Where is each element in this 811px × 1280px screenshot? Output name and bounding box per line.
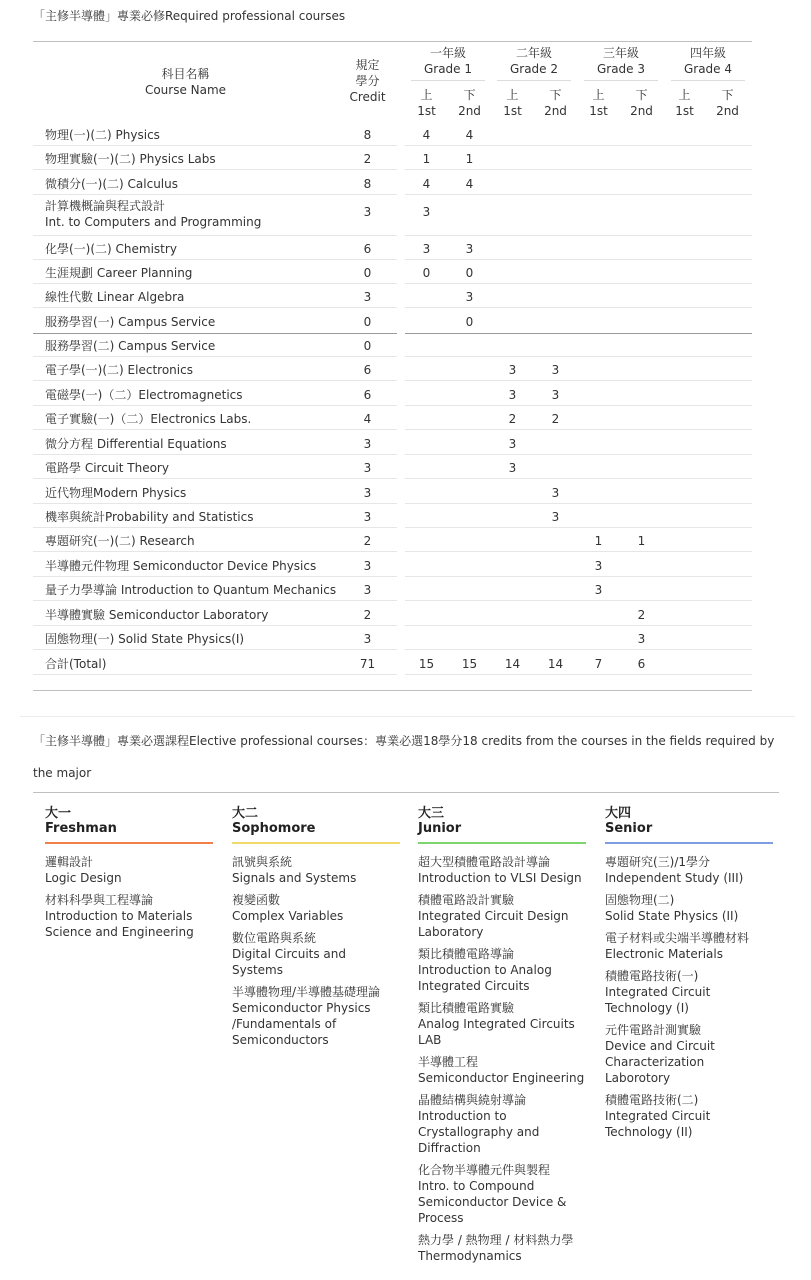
- elective-column-sophomore: [232, 806, 400, 1054]
- elective-course-list: [232, 854, 400, 1048]
- section-divider: [33, 333, 397, 334]
- semester-credit: 0: [465, 315, 474, 329]
- semester-credit: 7: [594, 657, 603, 671]
- table-row: [33, 577, 752, 601]
- semester-credit: 6: [637, 657, 646, 671]
- list-item: [605, 968, 773, 1016]
- semester-credit: 15: [461, 657, 478, 671]
- table-row: [33, 455, 752, 479]
- course-credit: 0: [363, 315, 372, 329]
- table-bottom-rule: [33, 690, 752, 691]
- course-name-zh: 材料科學與工程導論: [45, 893, 154, 907]
- table-row: [33, 260, 752, 284]
- course-credit: 0: [363, 339, 372, 353]
- semester-header: 上 1st: [675, 88, 694, 118]
- grade-divider: [671, 80, 745, 81]
- semester-credit: 1: [594, 534, 603, 548]
- semester-credit: 1: [422, 152, 431, 166]
- course-name-zh: 專題研究(三)/1學分: [605, 855, 711, 869]
- course-name-zh: 電子材料或尖端半導體材料: [605, 931, 750, 945]
- course-name: 半導體實驗 Semiconductor Laboratory: [45, 608, 269, 622]
- course-name-zh: 訊號與系統: [232, 855, 293, 869]
- grade-4-header: 四年級 Grade 4: [683, 46, 733, 76]
- course-name-en: Electronic Materials: [605, 947, 723, 961]
- course-credit: 3: [363, 632, 372, 646]
- semester-credit: 14: [547, 657, 564, 671]
- year-label-zh: 大一: [45, 806, 72, 821]
- course-name-en: Introduction to Analog Integrated Circuits: [418, 963, 552, 993]
- row-divider: [33, 380, 397, 381]
- course-name-zh: 化合物半導體元件與製程: [418, 1163, 551, 1177]
- elective-column-senior: [605, 806, 773, 1146]
- semester-credit: 3: [465, 290, 474, 304]
- semester-header: 下 2nd: [630, 88, 653, 118]
- year-label-zh: 大二: [232, 806, 259, 821]
- course-name: 電磁學(一)（二）Electromagnetics: [45, 388, 243, 402]
- list-item: [45, 892, 213, 940]
- course-name-en: Complex Variables: [232, 909, 344, 923]
- list-item: [232, 854, 400, 886]
- course-name: 微積分(一)(二) Calculus: [45, 177, 179, 191]
- table-row: [33, 171, 752, 195]
- row-divider: [405, 429, 752, 430]
- row-divider: [33, 600, 397, 601]
- semester-credit: 3: [508, 461, 517, 475]
- course-credit: 8: [363, 177, 372, 191]
- semester-credit: 0: [465, 266, 474, 280]
- year-label-zh: 大四: [605, 806, 632, 821]
- course-name-zh: 半導體工程: [418, 1055, 479, 1069]
- list-item: [418, 946, 586, 994]
- course-credit: 4: [363, 412, 372, 426]
- table-top-rule: [33, 41, 752, 42]
- course-name-en: Solid State Physics (II): [605, 909, 739, 923]
- semester-header: 上 1st: [503, 88, 522, 118]
- grade-3-header: 三年級 Grade 3: [596, 46, 646, 76]
- semester-credit: 2: [508, 412, 517, 426]
- course-credit: 3: [363, 510, 372, 524]
- course-name-en: Independent Study (III): [605, 871, 744, 885]
- course-name: 半導體元件物理 Semiconductor Device Physics: [45, 559, 317, 573]
- course-name: 線性代數 Linear Algebra: [45, 290, 185, 304]
- semester-credit: 3: [637, 632, 646, 646]
- course-name-en: Signals and Systems: [232, 871, 357, 885]
- semester-credit: 3: [465, 242, 474, 256]
- course-name: 服務學習(二) Campus Service: [45, 339, 216, 353]
- grade-1-header: 一年級 Grade 1: [423, 46, 473, 76]
- row-divider: [33, 307, 397, 308]
- course-name-header: 科目名稱 Course Name: [144, 67, 227, 97]
- semester-credit: 15: [418, 657, 435, 671]
- elective-column-junior: [418, 806, 586, 1270]
- course-name-en: Integrated Circuit Design Laboratory: [418, 909, 569, 939]
- year-accent-bar: [232, 842, 400, 844]
- year-label-en: Freshman: [45, 821, 117, 836]
- list-item: [605, 892, 773, 924]
- course-name: 物理(一)(二) Physics: [45, 128, 160, 142]
- year-label-en: Senior: [605, 821, 653, 836]
- semester-credit: 2: [551, 412, 560, 426]
- semester-credit: 4: [465, 177, 474, 191]
- course-credit: 3: [363, 559, 372, 573]
- year-label-zh: 大三: [418, 806, 445, 821]
- course-name-en: Logic Design: [45, 871, 122, 885]
- table-row: [33, 309, 752, 333]
- row-divider: [33, 429, 397, 430]
- semester-credit: 3: [508, 363, 517, 377]
- list-item: [418, 854, 586, 886]
- semester-header: 下 2nd: [458, 88, 481, 118]
- elective-top-rule: [33, 792, 779, 793]
- course-credit: 6: [363, 363, 372, 377]
- list-item: [605, 854, 773, 886]
- course-name-en: Introduction to Materials Science and Engineering: [45, 909, 194, 939]
- row-divider: [405, 169, 752, 170]
- course-name: 機率與統計Probability and Statistics: [45, 510, 254, 524]
- table-row: [33, 602, 752, 626]
- course-name-zh: 元件電路計測實驗: [605, 1023, 702, 1037]
- course-name-en: Introduction to Crystallography and Diffraction: [418, 1109, 540, 1155]
- course-name: 物理實驗(一)(二) Physics Labs: [45, 152, 216, 166]
- semester-credit: 3: [551, 486, 560, 500]
- course-name-zh: 超大型積體電路設計導論: [418, 855, 551, 869]
- course-credit: 2: [363, 608, 372, 622]
- course-name: 合計(Total): [45, 657, 107, 671]
- semester-credit: 4: [422, 177, 431, 191]
- course-name: 專題研究(一)(二) Research: [45, 534, 195, 548]
- list-item: [232, 930, 400, 978]
- semester-header: 上 1st: [589, 88, 608, 118]
- course-name-zh: 複變函數: [232, 893, 281, 907]
- row-divider: [405, 551, 752, 552]
- year-label-en: Junior: [418, 821, 462, 836]
- semester-credit: 4: [465, 128, 474, 142]
- year-label-en: Sophomore: [232, 821, 316, 836]
- credit-header: 規定 學分 Credit: [349, 58, 386, 104]
- course-name-zh: 類比積體電路實驗: [418, 1001, 515, 1015]
- list-item: [418, 1092, 586, 1156]
- semester-credit: 1: [637, 534, 646, 548]
- table-row: [33, 553, 752, 577]
- course-name: 微分方程 Differential Equations: [45, 437, 227, 451]
- course-name-zh: 數位電路與系統: [232, 931, 317, 945]
- section-divider: [405, 333, 752, 334]
- section-separator: [20, 716, 795, 717]
- list-item: [605, 1092, 773, 1140]
- list-item: [605, 1022, 773, 1086]
- table-row: [33, 284, 752, 308]
- semester-credit: 3: [508, 437, 517, 451]
- course-credit: 3: [363, 437, 372, 451]
- semester-header: 下 2nd: [544, 88, 567, 118]
- course-credit: 71: [359, 657, 376, 671]
- list-item: [232, 984, 400, 1048]
- required-courses-title: 「主修半導體」專業必修Required professional courses: [33, 9, 346, 23]
- list-item: [418, 1232, 586, 1264]
- course-name-zh: 半導體物理/半導體基礎理論: [232, 985, 381, 999]
- grade-divider: [411, 80, 485, 81]
- table-row: [33, 146, 752, 170]
- table-row: [33, 504, 752, 528]
- course-name: 生涯規劃 Career Planning: [45, 266, 193, 280]
- table-row: [33, 382, 752, 406]
- course-name-zh: 熱力學 / 熱物理 / 材料熱力學: [418, 1233, 574, 1247]
- course-credit: 2: [363, 534, 372, 548]
- table-row: [33, 406, 752, 430]
- semester-credit: 14: [504, 657, 521, 671]
- course-name-en: Device and Circuit Characterization Laborotory: [605, 1039, 715, 1085]
- semester-credit: 3: [508, 388, 517, 402]
- semester-credit: 3: [594, 559, 603, 573]
- course-name-zh: 積體電路技術(一): [605, 969, 699, 983]
- row-divider: [405, 380, 752, 381]
- semester-credit: 3: [551, 388, 560, 402]
- row-divider: [405, 649, 752, 650]
- year-accent-bar: [418, 842, 586, 844]
- semester-credit: 2: [637, 608, 646, 622]
- grade-divider: [497, 80, 571, 81]
- course-name: 電子學(一)(二) Electronics: [45, 363, 193, 377]
- course-name: 固態物理(一) Solid State Physics(I): [45, 632, 245, 646]
- course-name-en: Integrated Circuit Technology (I): [605, 985, 711, 1015]
- course-name: 計算機概論與程式設計 Int. to Computers and Programming: [45, 199, 262, 229]
- table-row: [33, 626, 752, 650]
- semester-credit: 0: [422, 266, 431, 280]
- row-divider: [33, 169, 397, 170]
- course-name: 服務學習(一) Campus Service: [45, 315, 216, 329]
- course-credit: 3: [363, 461, 372, 475]
- course-name-en: Analog Integrated Circuits LAB: [418, 1017, 575, 1047]
- list-item: [45, 854, 213, 886]
- row-divider: [405, 674, 752, 675]
- course-credit: 2: [363, 152, 372, 166]
- row-divider: [405, 600, 752, 601]
- course-name-en: Digital Circuits and Systems: [232, 947, 346, 977]
- list-item: [605, 930, 773, 962]
- course-name-en: Introduction to VLSI Design: [418, 871, 582, 885]
- list-item: [418, 892, 586, 940]
- course-credit: 0: [363, 266, 372, 280]
- course-name: 近代物理Modern Physics: [45, 486, 187, 500]
- table-row: [33, 528, 752, 552]
- table-row: [33, 236, 752, 260]
- course-credit: 3: [363, 486, 372, 500]
- elective-column-freshman: [45, 806, 213, 946]
- table-row: [33, 357, 752, 381]
- semester-credit: 1: [465, 152, 474, 166]
- total-row: [33, 651, 752, 675]
- row-divider: [33, 649, 397, 650]
- semester-credit: 3: [422, 242, 431, 256]
- course-name-zh: 邏輯設計: [45, 855, 94, 869]
- course-name-zh: 積體電路設計實驗: [418, 893, 515, 907]
- semester-header: 上 1st: [417, 88, 436, 118]
- course-credit: 3: [363, 290, 372, 304]
- table-row: [33, 333, 752, 357]
- course-name-en: Intro. to Compound Semiconductor Device & Process: [418, 1179, 567, 1225]
- row-divider: [405, 478, 752, 479]
- table-row: [33, 431, 752, 455]
- table-row: [33, 480, 752, 504]
- semester-credit: 3: [422, 205, 431, 219]
- course-name-zh: 積體電路技術(二): [605, 1093, 699, 1107]
- course-name-zh: 類比積體電路導論: [418, 947, 515, 961]
- list-item: [418, 1054, 586, 1086]
- semester-credit: 3: [551, 510, 560, 524]
- year-accent-bar: [45, 842, 213, 844]
- semester-credit: 3: [594, 583, 603, 597]
- course-name: 電路學 Circuit Theory: [45, 461, 169, 475]
- course-name-en: Semiconductor Physics /Fundamentals of Semiconductors: [232, 1001, 371, 1047]
- row-divider: [33, 478, 397, 479]
- year-accent-bar: [605, 842, 773, 844]
- course-name-en: Integrated Circuit Technology (II): [605, 1109, 711, 1139]
- semester-credit: 3: [551, 363, 560, 377]
- course-credit: 3: [363, 205, 372, 219]
- table-row: [33, 122, 752, 146]
- list-item: [232, 892, 400, 924]
- course-name-en: Semiconductor Engineering: [418, 1071, 585, 1085]
- course-name: 電子實驗(一)（二）Electronics Labs.: [45, 412, 252, 426]
- list-item: [418, 1000, 586, 1048]
- course-name-zh: 晶體結構與繞射導論: [418, 1093, 527, 1107]
- course-credit: 8: [363, 128, 372, 142]
- course-credit: 6: [363, 242, 372, 256]
- course-name: 量子力學導論 Introduction to Quantum Mechanics: [45, 583, 337, 597]
- semester-credit: 4: [422, 128, 431, 142]
- row-divider: [405, 307, 752, 308]
- grade-divider: [584, 80, 658, 81]
- list-item: [418, 1162, 586, 1226]
- elective-course-list: [45, 854, 213, 940]
- semester-header: 下 2nd: [716, 88, 739, 118]
- course-name-en: Thermodynamics: [418, 1249, 522, 1263]
- row-divider: [33, 551, 397, 552]
- course-credit: 3: [363, 583, 372, 597]
- elective-course-list: [418, 854, 586, 1264]
- elective-courses-title: 「主修半導體」專業必選課程Elective professional courses：專業必選18學分18 credits from the courses in the fields required by the major: [33, 734, 775, 780]
- course-name-zh: 固態物理(二): [605, 893, 675, 907]
- elective-course-list: [605, 854, 773, 1140]
- course-credit: 6: [363, 388, 372, 402]
- row-divider: [33, 674, 397, 675]
- grade-2-header: 二年級 Grade 2: [509, 46, 559, 76]
- course-name: 化學(一)(二) Chemistry: [45, 242, 177, 256]
- table-row: [33, 195, 752, 236]
